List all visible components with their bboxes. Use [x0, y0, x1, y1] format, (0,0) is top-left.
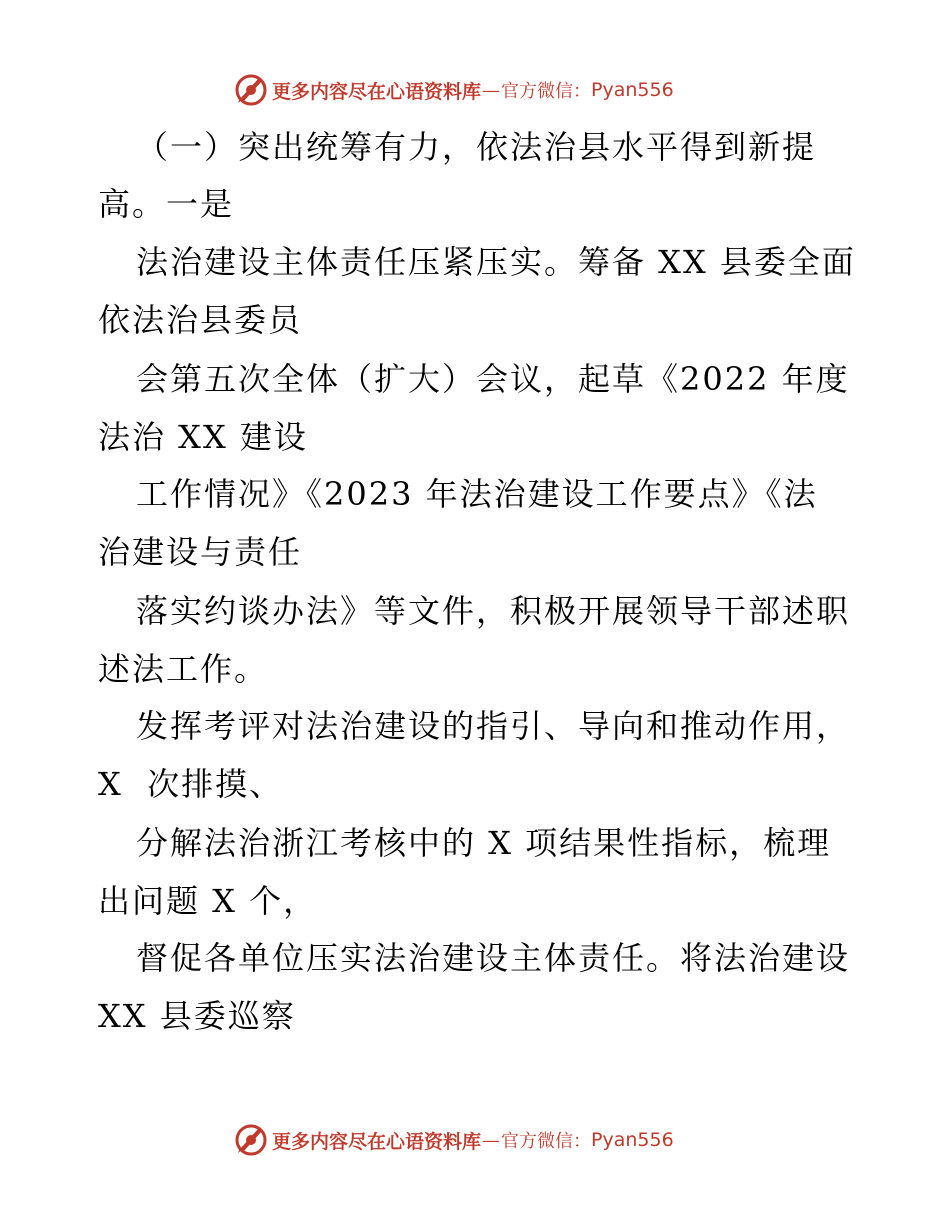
- banner-dash: —: [482, 1129, 501, 1151]
- body-line: 高。一是: [98, 185, 235, 223]
- brand-logo-icon: [234, 73, 268, 107]
- banner-main-text: 更多内容尽在心语资料库: [272, 1130, 482, 1153]
- body-line: 工作情况》《2023 年法治建设工作要点》《法: [136, 475, 818, 513]
- header-banner: [234, 72, 674, 108]
- body-line: X 次排摸、: [98, 765, 284, 803]
- body-line: 法治 XX 建设: [98, 418, 308, 456]
- body-line: 依法治县委员: [98, 301, 303, 339]
- body-line: 分解法治浙江考核中的 X 项结果性指标，梳理: [136, 824, 832, 862]
- body-line: 治建设与责任: [98, 533, 303, 571]
- body-line: （一）突出统筹有力，依法治县水平得到新提: [136, 128, 817, 166]
- body-line: 落实约谈办法》等文件，积极开展领导干部述职: [136, 592, 851, 630]
- body-line: 述法工作。: [98, 650, 269, 688]
- banner-main-text: 更多内容尽在心语资料库: [272, 80, 482, 103]
- banner-account-id: Pyan556: [591, 79, 674, 101]
- body-line: 出问题 X 个，: [98, 882, 318, 920]
- banner-official-text: 官方微信：: [501, 1131, 592, 1152]
- body-line: 法治建设主体责任压紧压实。筹备 XX 县委全面: [136, 243, 856, 281]
- banner-account-id: Pyan556: [591, 1129, 674, 1151]
- banner-dash: —: [482, 79, 501, 101]
- body-line: 督促各单位压实法治建设主体责任。将法治建设: [136, 939, 851, 977]
- footer-banner: [234, 1122, 674, 1158]
- body-line: XX 县委巡察: [98, 997, 296, 1035]
- banner-official-text: 官方微信：: [501, 81, 592, 102]
- body-line: 会第五次全体（扩大）会议，起草《2022 年度: [136, 360, 850, 398]
- brand-logo-icon: [234, 1123, 268, 1157]
- body-line: 发挥考评对法治建设的指引、导向和推动作用，: [136, 707, 851, 745]
